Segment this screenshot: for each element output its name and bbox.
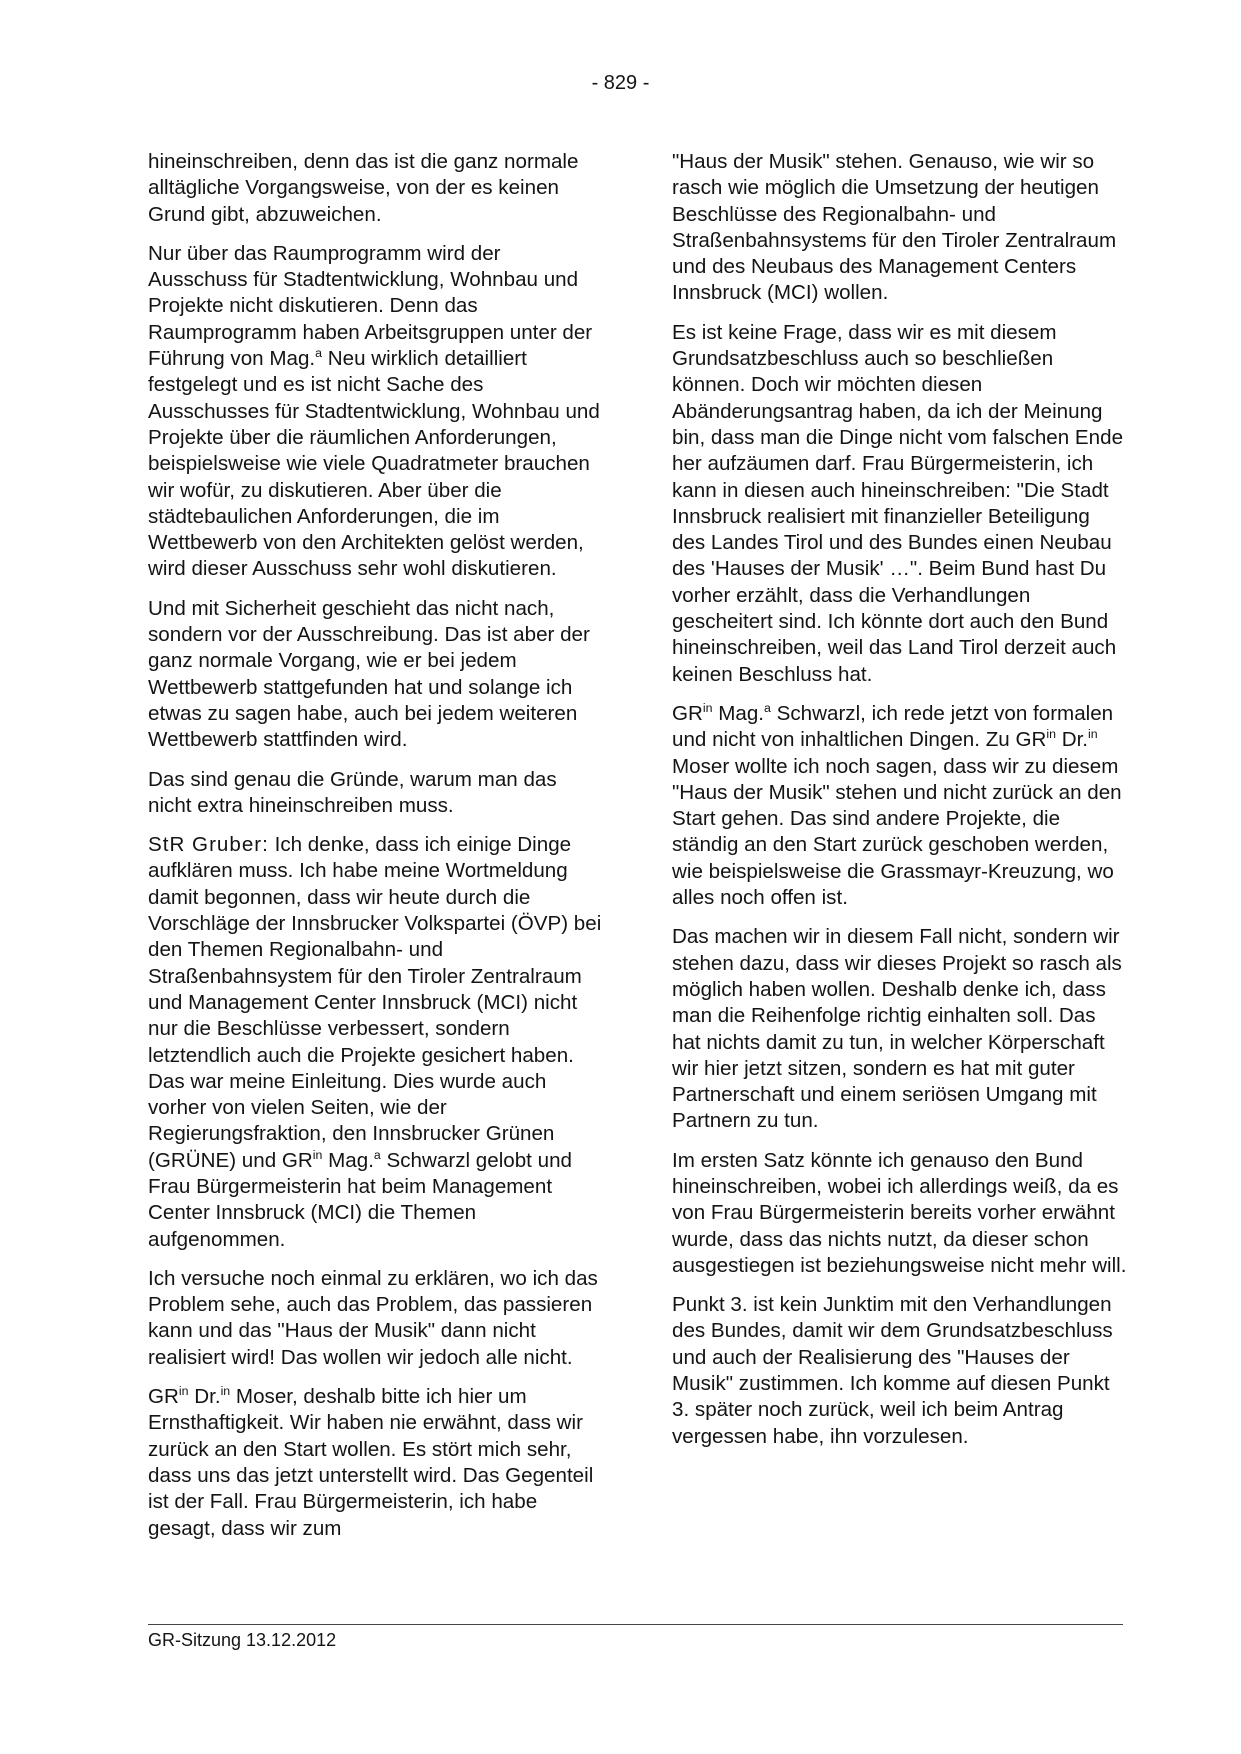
paragraph: Im ersten Satz könnte ich genauso den Bund hineinschreiben, wobei ich allerdings weiß, da es von Frau Bürgermeisterin bereits vorher erwähnt wurde, dass das nichts nutzt, da dieser schon ausgestiegen ist beziehungsweise nicht mehr will. — [672, 1148, 1127, 1277]
footer-session-date: GR-Sitzung 13.12.2012 — [148, 1630, 337, 1650]
paragraph: Punkt 3. ist kein Junktim mit den Verhandlungen des Bundes, damit wir dem Grundsatzbeschluss und auch der Realisierung des "Hauses der Musik" zustimmen. Ich komme auf diesen Punkt 3. später noch zurück, weil ich beim Antrag vergessen habe, ihn vorzulesen. — [672, 1293, 1113, 1448]
right-column — [672, 149, 1127, 1463]
paragraph: "Haus der Musik" stehen. Genauso, wie wir so rasch wie möglich die Umsetzung der heutigen Beschlüsse des Regionalbahn- und Straßenbahnsystems für den Tiroler Zentralraum und des Neubaus des Management Centers Innsbruck (MCI) wollen. — [672, 150, 1117, 305]
paragraph: Das machen wir in diesem Fall nicht, sondern wir stehen dazu, dass wir dieses Projekt so rasch als möglich haben wollen. Deshalb denke ich, dass man die Reihenfolge richtig einhalten soll. Das hat nichts damit zu tun, in welcher Körperschaft wir hier jetzt sitzen, sondern es hat mit guter Partnerschaft und einem seriösen Umgang mit Partnern zu tun. — [672, 925, 1122, 1133]
paragraph: Nur über das Raumprogramm wird der Ausschuss für Stadtentwicklung, Wohnbau und Projekte nicht diskutieren. Denn das Raumprogramm haben Arbeitsgruppen unter der Führung von Mag.$^a$ Neu wirklich detailliert festgelegt und es ist nicht Sache des Ausschusses für Stadtentwicklung, Wohnbau und Projekte über die räumlichen Anforderungen, beispielsweise wie viele Quadratmeter brauchen wir wofür, zu diskutieren. Aber über die städtebaulichen Anforderungen, die im Wettbewerb von den Architekten gelöst werden, wird dieser Ausschuss sehr wohl diskutieren. — [148, 241, 600, 581]
paragraph: $GR^{in}$ Mag.$^a$ Schwarzl, ich rede jetzt von formalen und nicht von inhaltlichen Dingen. Zu $GR^{in}$ Dr.$^{in}$ Moser wollte ich noch sagen, dass wir zu diesem "Haus der Musik" stehen und nicht zurück an den Start gehen. Das sind andere Projekte, die ständig an den Start zurück geschoben werden, wie beispielsweise die Grassmayr-Kreuzung, wo alles noch offen ist. — [672, 700, 1122, 910]
paragraph: StR Gruber: Ich denke, dass ich einige Dinge aufklären muss. Ich habe meine Wortmeldung damit begonnen, dass wir heute durch die Vorschläge der Innsbrucker Volkspartei (ÖVP) bei den Themen Regionalbahn- und Straßenbahnsystem für den Tiroler Zentralraum und Management Center Innsbruck (MCI) nicht nur die Beschlüsse verbessert, sondern letztendlich auch die Projekte gesichert haben. Das war meine Einleitung. Dies wurde auch vorher von vielen Seiten, wie der Regierungsfraktion, den Innsbrucker Grünen (GRÜNE) und $GR^{in}$ Mag.$^a$ Schwarzl gelobt und Frau Bürgermeisterin hat beim Management Center Innsbruck (MCI) die Themen aufgenommen. — [148, 833, 602, 1251]
footer-divider — [148, 1624, 1123, 1625]
paragraph: hineinschreiben, denn das ist die ganz normale alltägliche Vorgangsweise, von der es keinen Grund gibt, abzuweichen. — [148, 150, 579, 226]
paragraph: Ich versuche noch einmal zu erklären, wo ich das Problem sehe, auch das Problem, das passieren kann und das "Haus der Musik" dann nicht realisiert wird! Das wollen wir jedoch alle nicht. — [148, 1266, 598, 1369]
speaker-name: StR Gruber: — [148, 833, 269, 857]
paragraph: Und mit Sicherheit geschieht das nicht nach, sondern vor der Ausschreibung. Das ist aber der ganz normale Vorgang, wie er bei jedem Wettbewerb stattgefunden hat und solange ich etwas zu sagen habe, auch bei jedem weiteren Wettbewerb stattfinden wird. — [148, 596, 590, 752]
paragraph: $GR^{in}$ Dr.$^{in}$ Moser, deshalb bitte ich hier um Ernsthaftigkeit. Wir haben nie erwähnt, dass wir zurück an den Start wollen. Es stört mich sehr, dass uns das jetzt unterstellt wird. Das Gegenteil ist der Fall. Frau Bürgermeisterin, ich habe gesagt, dass wir zum — [148, 1384, 594, 1540]
paragraph: Es ist keine Frage, dass wir es mit diesem Grundsatzbeschluss auch so beschließen können. Doch wir möchten diesen Abänderungsantrag haben, da ich der Meinung bin, dass man die Dinge nicht vom falschen Ende her aufzäumen darf. Frau Bürgermeisterin, ich kann in diesen auch hineinschreiben: "Die Stadt Innsbruck realisiert mit finanzieller Beteiligung des Landes Tirol und des Bundes einen Neubau des 'Hauses der Musik' …". Beim Bund hast Du vorher erzählt, dass die Verhandlungen gescheitert sind. Ich könnte dort auch den Bund hineinschreiben, weil das Land Tirol derzeit auch keinen Beschluss hat. — [672, 320, 1124, 686]
page-number: - 829 - — [591, 72, 650, 94]
left-column — [148, 149, 603, 1555]
paragraph: Das sind genau die Gründe, warum man das nicht extra hineinschreiben muss. — [148, 767, 557, 817]
